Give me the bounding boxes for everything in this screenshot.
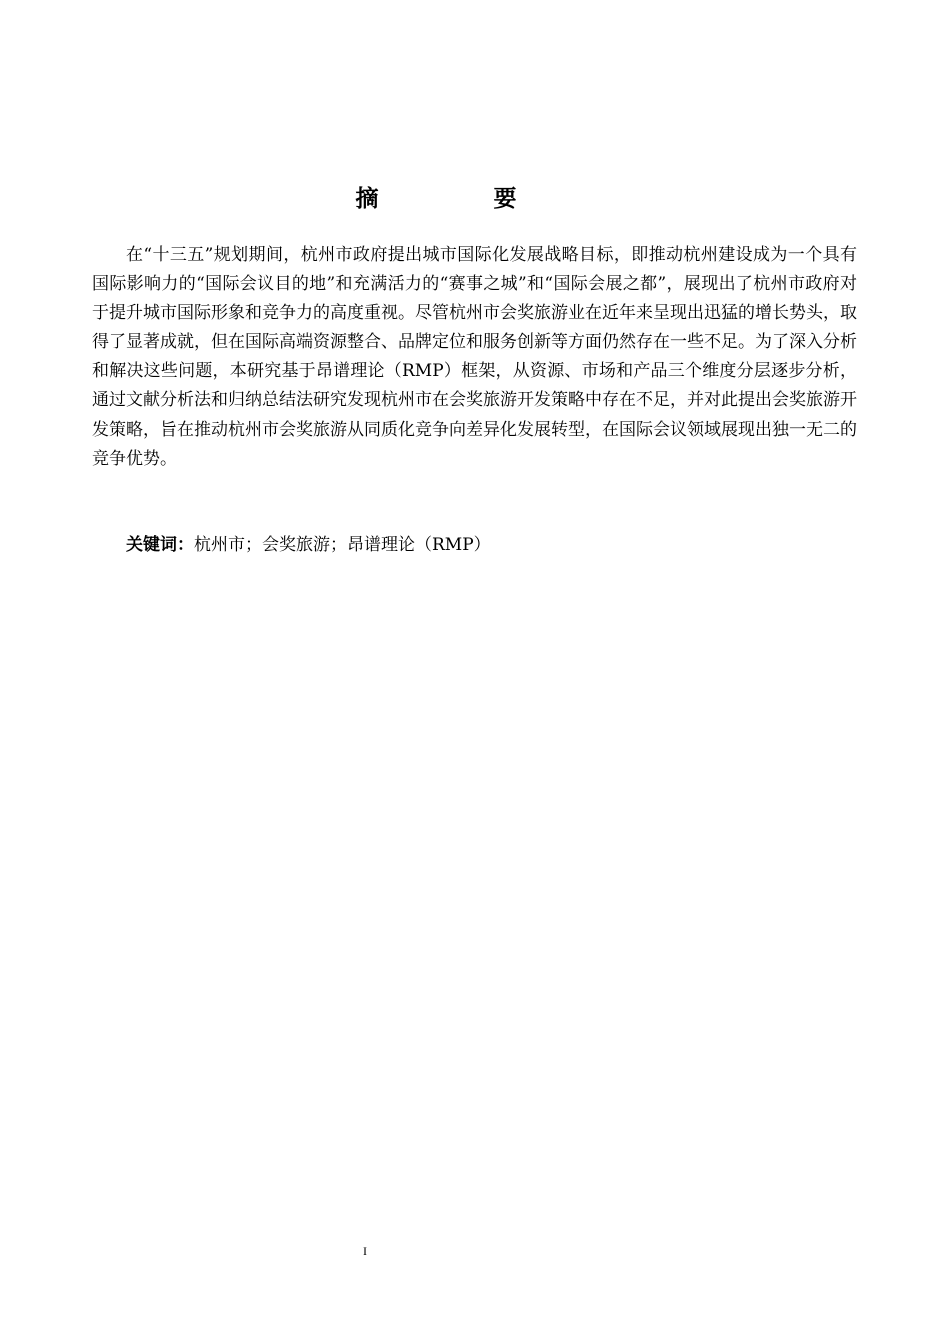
keywords-line bbox=[126, 531, 857, 560]
page-number: I bbox=[363, 1244, 367, 1258]
abstract-heading: 摘 要 bbox=[355, 186, 563, 212]
abstract-paragraph: 在“十三五”规划期间，杭州市政府提出城市国际化发展战略目标，即推动杭州建设成为一个具有国际影响力的“国际会议目的地”和充满活力的“赛事之城”和“国际会展之都”，展现出了杭州市政府对于提升城市国际形象和竞争力的高度重视。尽管杭州市会奖旅游业在近年来呈现出迅猛的增长势头，取得了显著成就，但在国际高端资源整合、品牌定位和服务创新等方面仍然存在一些不足。为了深入分析和解决这些问题，本研究基于昂谱理论（RMP）框架，从资源、市场和产品三个维度分层逐步分析，通过文献分析法和归纳总结法研究发现杭州市在会奖旅游开发策略中存在不足，并对此提出会奖旅游开发策略，旨在推动杭州市会奖旅游从同质化竞争向差异化发展转型，在国际会议领域展现出独一无二的竞争优势。 bbox=[92, 245, 857, 469]
keywords-value: 杭州市；会奖旅游；昂谱理论（RMP） bbox=[194, 535, 491, 555]
keywords-label: 关键词： bbox=[126, 535, 194, 555]
